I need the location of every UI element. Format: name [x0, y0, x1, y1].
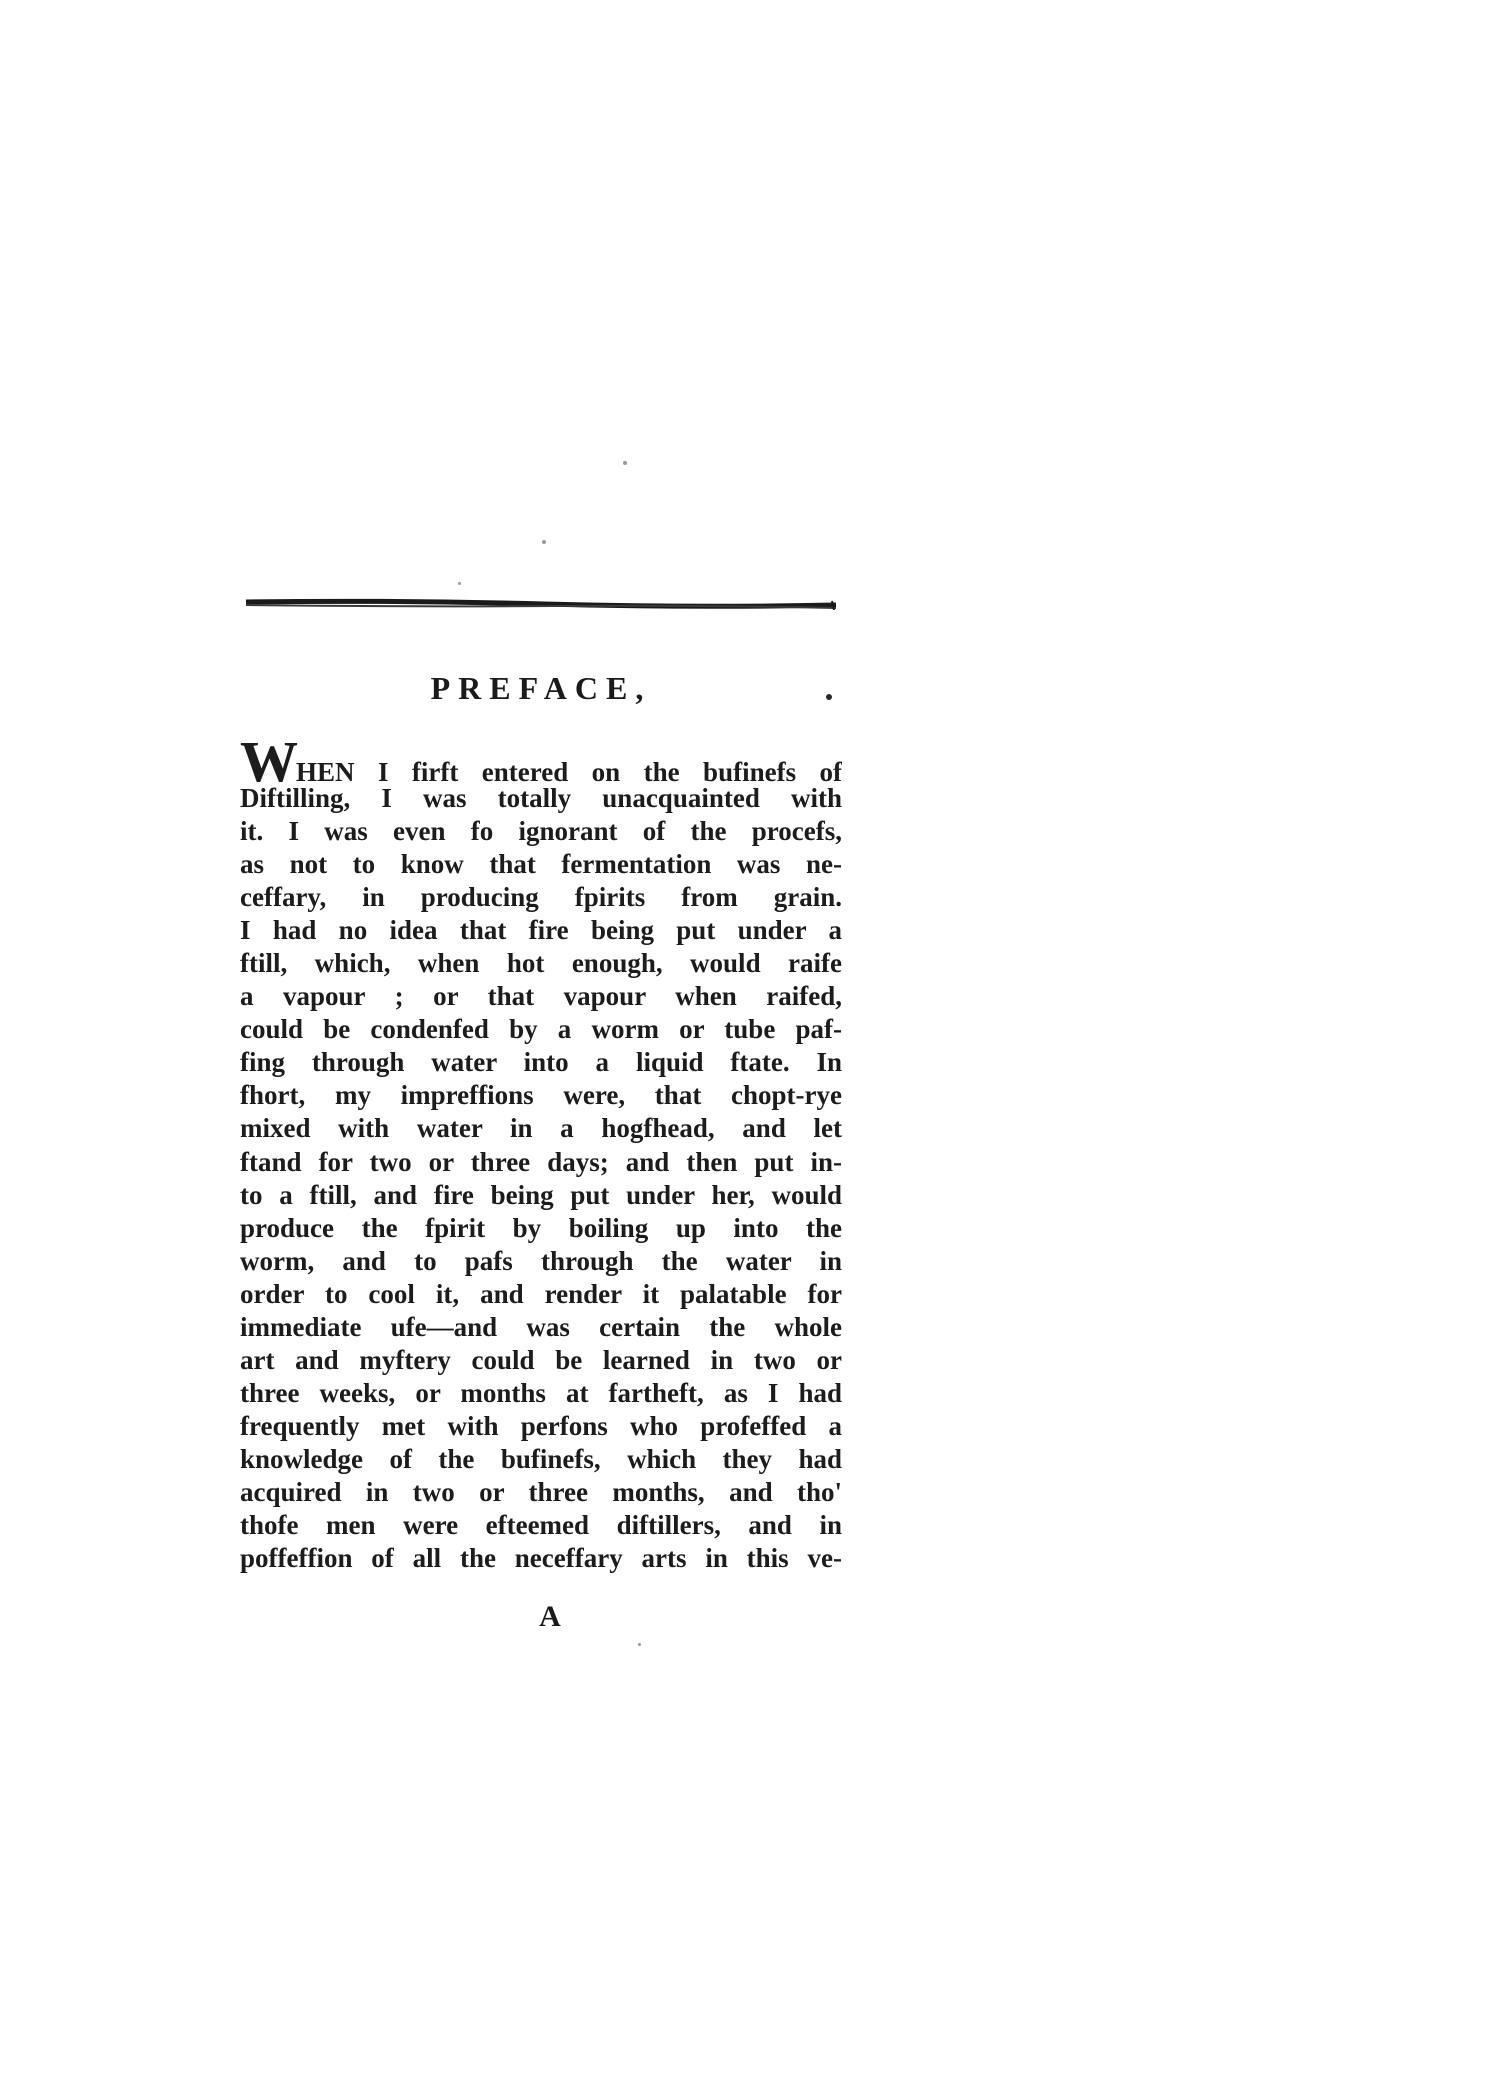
scan-speck: [458, 582, 461, 585]
body-text: [240, 742, 842, 1575]
signature-mark: A: [539, 1600, 561, 1633]
text-line: ftill, which, when hot enough, would raife: [240, 948, 842, 979]
text-line: as not to know that fermentation was ne-: [240, 849, 842, 880]
text-line: immediate ufe—and was certain the whole: [240, 1311, 842, 1342]
text-line: [240, 742, 842, 782]
text-line: mixed with water in a hogfhead, and let: [240, 1113, 842, 1144]
text-line: fhort, my impreffions were, that chopt-rye: [240, 1080, 842, 1111]
text-line: I had no idea that fire being put under a: [240, 915, 842, 946]
scan-speck: [623, 461, 627, 465]
text-line: it. I was even fo ignorant of the procefs,: [240, 816, 842, 847]
text-line: thofe men were efteemed diftillers, and in: [240, 1510, 842, 1541]
text-line: worm, and to pafs through the water in: [240, 1245, 842, 1276]
text-line: to a ftill, and fire being put under her, would: [240, 1179, 842, 1210]
scan-speck: [638, 1643, 641, 1646]
text-line: three weeks, or months at fartheft, as I had: [240, 1377, 842, 1408]
text-line: frequently met with perfons who profeffed a: [240, 1410, 842, 1441]
text-line: poffeffion of all the neceffary arts in this ve-: [240, 1543, 842, 1574]
text-line: Diftilling, I was totally unacquainted with: [240, 783, 842, 813]
text-line: ceffary, in producing fpirits from grain.: [240, 882, 842, 913]
text-line: acquired in two or three months, and tho': [240, 1476, 842, 1507]
title-mark: [826, 694, 832, 700]
drop-cap: W: [240, 742, 296, 782]
text-line: knowledge of the bufinefs, which they had: [240, 1443, 842, 1474]
text-line: order to cool it, and render it palatable for: [240, 1278, 842, 1309]
header-rule: [244, 598, 838, 610]
scan-speck: [542, 540, 546, 544]
text-line: art and myftery could be learned in two or: [240, 1344, 842, 1375]
page-title: PREFACE,: [430, 670, 652, 706]
text-line: ftand for two or three days; and then put in-: [240, 1146, 842, 1177]
first-line-text: HEN I firft entered on the bufinefs of: [296, 757, 842, 782]
text-line: a vapour ; or that vapour when raifed,: [240, 981, 842, 1012]
text-line: could be condenfed by a worm or tube paf-: [240, 1014, 842, 1045]
text-line: fing through water into a liquid ftate. In: [240, 1047, 842, 1078]
text-line: produce the fpirit by boiling up into the: [240, 1212, 842, 1243]
